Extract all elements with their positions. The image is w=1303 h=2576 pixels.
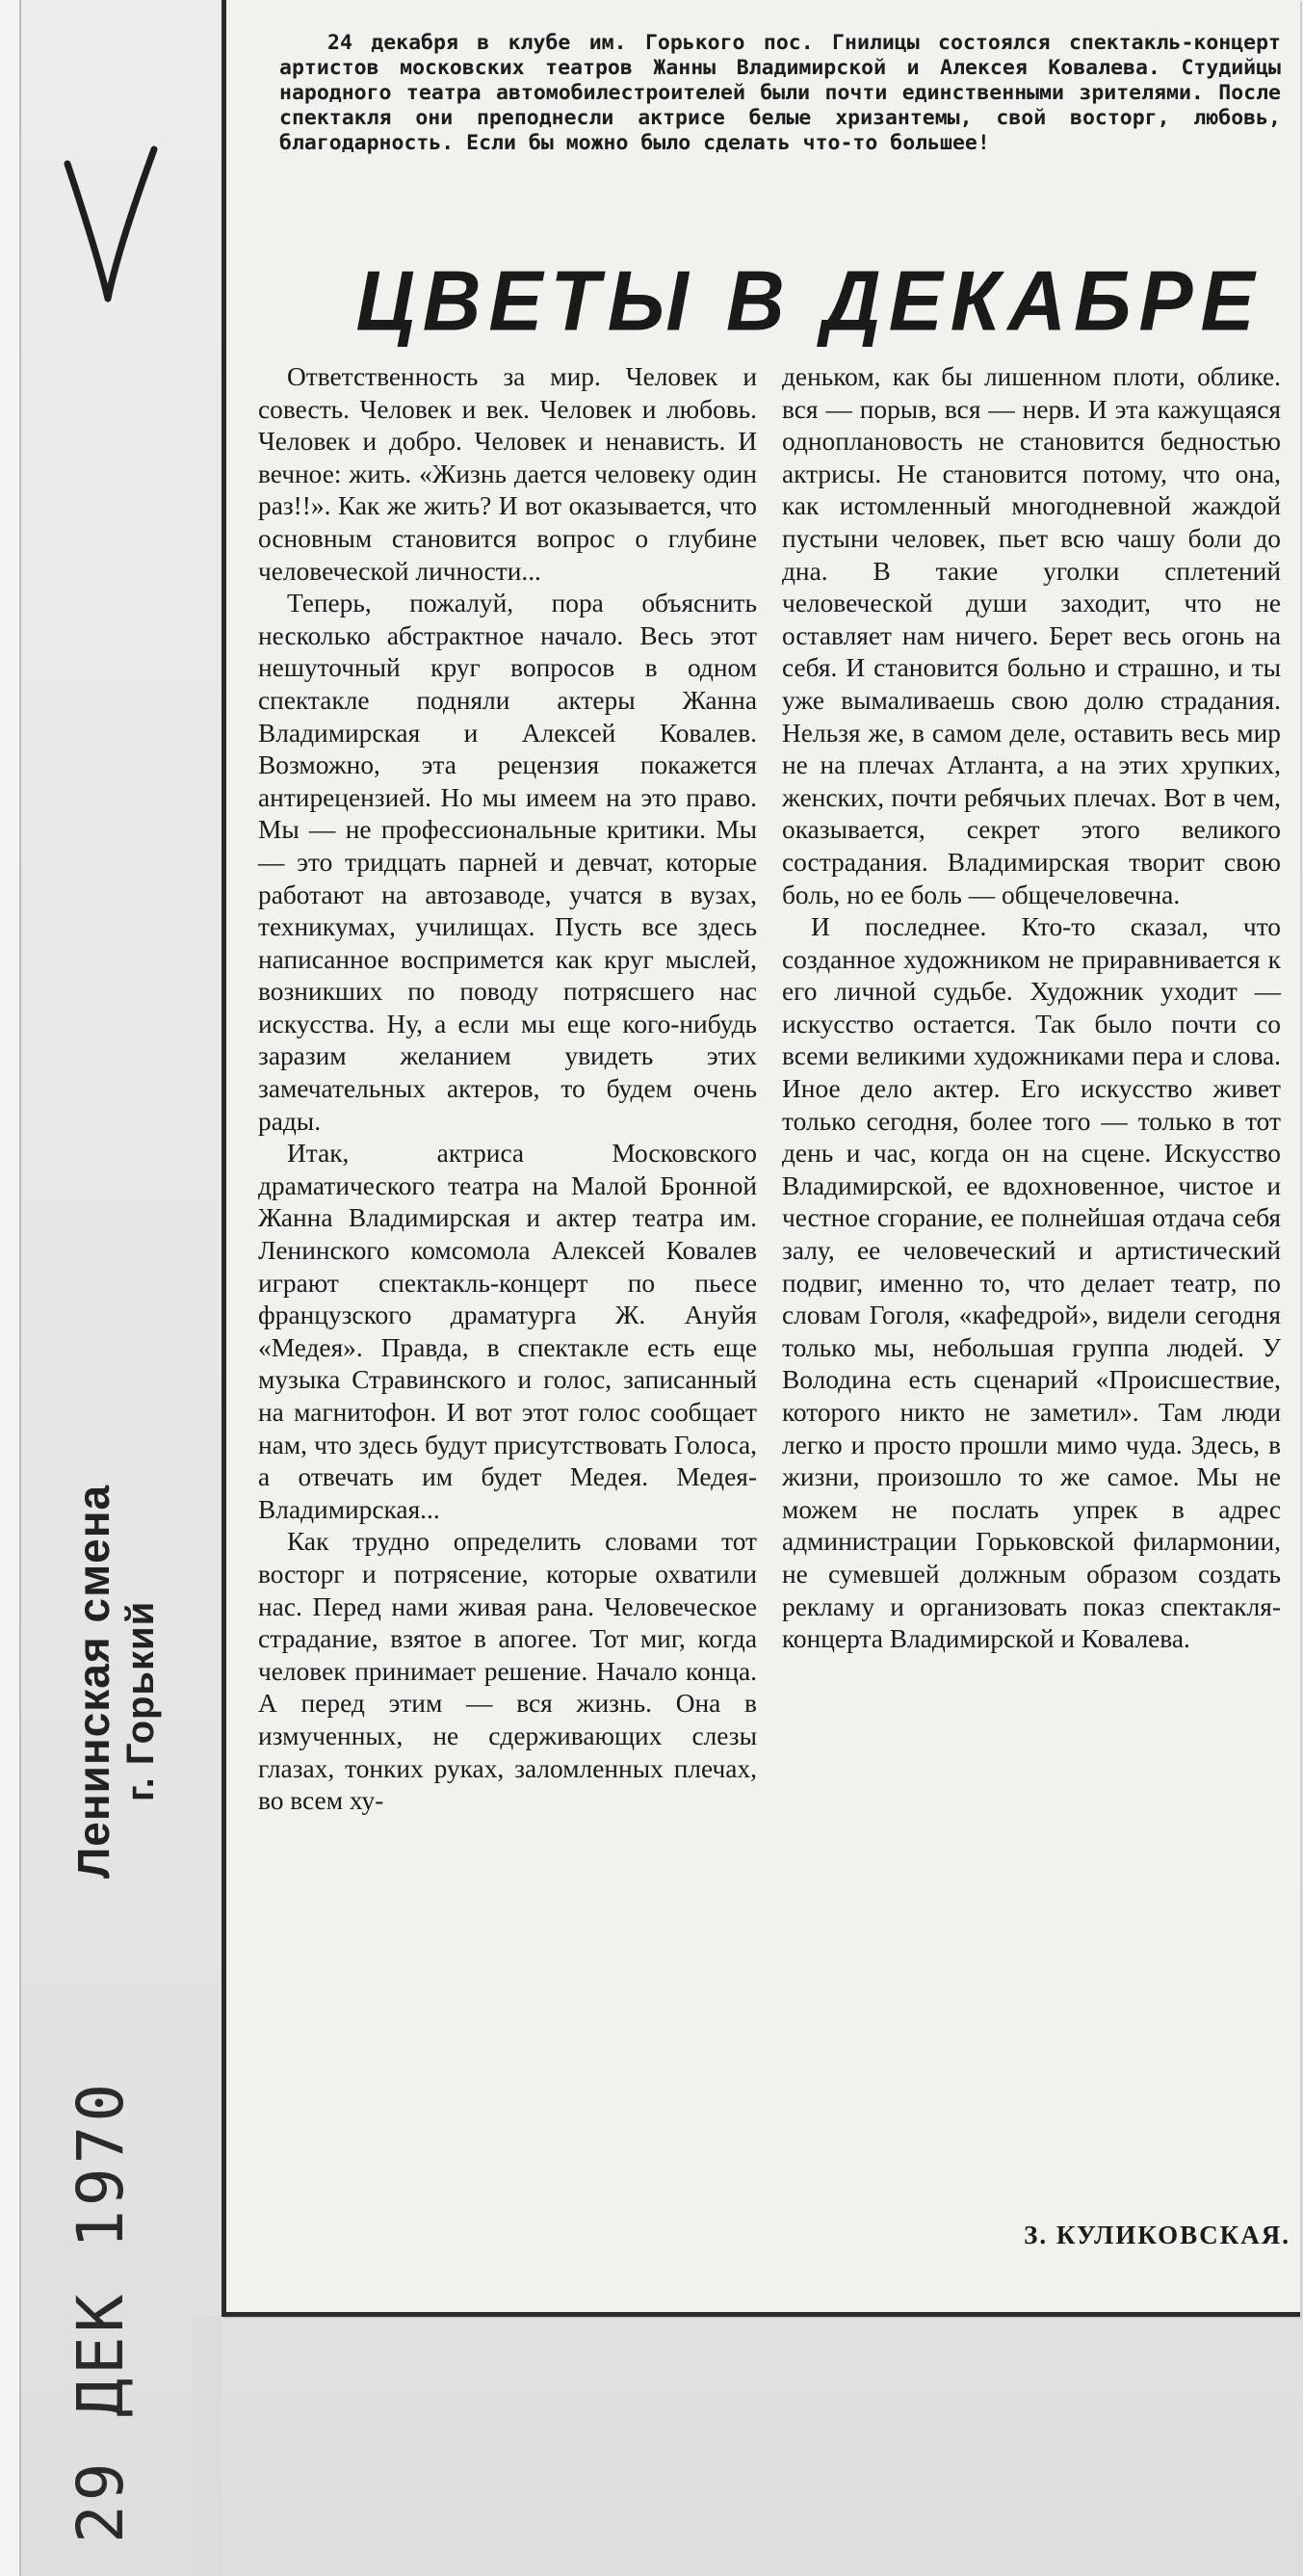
paragraph: И последнее. Кто-то сказал, что созданное художником не приравнивается к его личной судьбе. Художник уходит — искусство остается. Так было почти со всеми великими художниками пера и слова. Иное дело актер. Его искусство живет только сегодня, более того — только в тот день и час, когда он на сцене. Искусство Владимирской, ее вдохновенное, чистое и честное сгорание, ее полнейшая отдача себя залу, ее человеческий и артистический подвиг, именно то, что делает театр, по словам Гоголя, «кафедрой», видели сегодня только мы, небольшая группа людей. У Володина есть сценарий «Происшествие, которого никто не заметил». Там люди легко и просто прошли мимо чуда. Здесь, в жизни, произошло то же самое. Мы не можем не послать упрек в адрес администрации Горьковской филармонии, не сумевшей должным образом создать рекламу и организовать показ спектакля-концерта Владимирской и Ковалева. (782, 912, 1281, 1654)
paragraph: Как трудно определить словами тот восторг и потрясение, которые охватили нас. Перед нами живая рана. Человеческое страдание, взятое в апогее. Тот миг, когда человек принимает решение. Начало конца. А перед этим — вся жизнь. Она в измученных, не сдерживающих слезы глазах, тонких руках, заломленных плечах, во всем ху- (258, 1527, 757, 1816)
newspaper-city: г. Горький (119, 1600, 162, 1801)
lead-text: 24 декабря в клубе им. Горького пос. Гнилицы состоялся спектакль-концерт артистов московских театров Жанны Владимирской и Алексея Ковалева. Студийцы народного театра автомобилестроителей были почти единственными зрителями. После спектакля они преподнесли актрисе белые хризантемы, свой восторг, любовь, благодарность. Если бы можно было сделать что-то большее! (279, 31, 1281, 155)
paragraph: Ответственность за мир. Человек и совесть. Человек и век. Человек и любовь. Человек и добро. Человек и ненависть. И вечное: жить. «Жизнь дается человеку один раз!!». Как же жить? И вот оказывается, что основным становится вопрос о глубине человеческой личности... (258, 362, 757, 586)
card-strip (193, 2316, 222, 2576)
card-edge (0, 0, 21, 2576)
paragraph: Теперь, пожалуй, пора объяснить несколько абстрактное начало. Весь этот нешуточный круг вопросов в одном спектакле подняли актеры Жанна Владимирская и Алексей Ковалев. Возможно, эта рецензия покажется антирецензией. Но мы имеем на это право. Мы — не профессиональные критики. Мы — это тридцать парней и девчат, которые работают на автозаводе, учатся в вузах, техникумах, училищах. Пусть все здесь написанное воспримется как круг мыслей, возникших по поводу потрясшего нас искусства. Ну, а если мы еще кого-нибудь заразим желанием увидеть этих замечательных актеров, то будем очень рады. (258, 589, 757, 1136)
date-stamp: 29 ДЕК 1970 (64, 2079, 138, 2543)
author-signature: З. КУЛИКОВСКАЯ. (1024, 2221, 1290, 2249)
source-stamp (69, 1339, 185, 1879)
paragraph: Итак, актриса Московского драматического театра на Малой Бронной Жанна Владимирская и актер театра им. Ленинского комсомола Алексей Ковалев играют спектакль-концерт по пьесе французского драматурга Ж. Ануйя «Медея». Правда, в спектакле есть еще музыка Стравинского и голос, записанный на магнитофон. И вот этот голос сообщает нам, что здесь будут присутствовать Голоса, а отвечать им будет Медея. Медея-Владимирская... (258, 1139, 757, 1524)
article-headline: ЦВЕТЫ В ДЕКАБРЕ (355, 252, 1263, 349)
newspaper-name: Ленинская смена (68, 1484, 118, 1879)
article-column-right (782, 361, 1281, 1656)
lead-paragraph (279, 31, 1281, 156)
article-column-left (258, 361, 757, 1818)
checkmark-icon (58, 145, 164, 308)
paragraph-continued: деньком, как бы лишенном плоти, облике. вся — порыв, вся — нерв. И эта кажущаяся одноплановость не становится бедностью актрисы. Не становится потому, что она, как истомленный многодневной жаждой пустыни человек, пьет всю чашу боли до дна. В такие уголки сплетений человеческой души заходит, что не оставляет нам ничего. Берет весь огонь на себя. И становится больно и страшно, и ты уже вымаливаешь свою долю страдания. Нельзя же, в самом деле, оставить весь мир не на плечах Атланта, а на этих хрупких, женских, почти ребячьих плечах. Вот в чем, оказывается, секрет этого великого сострадания. Владимирская творит свою боль, но ее боль — общечеловечна. (782, 362, 1281, 909)
